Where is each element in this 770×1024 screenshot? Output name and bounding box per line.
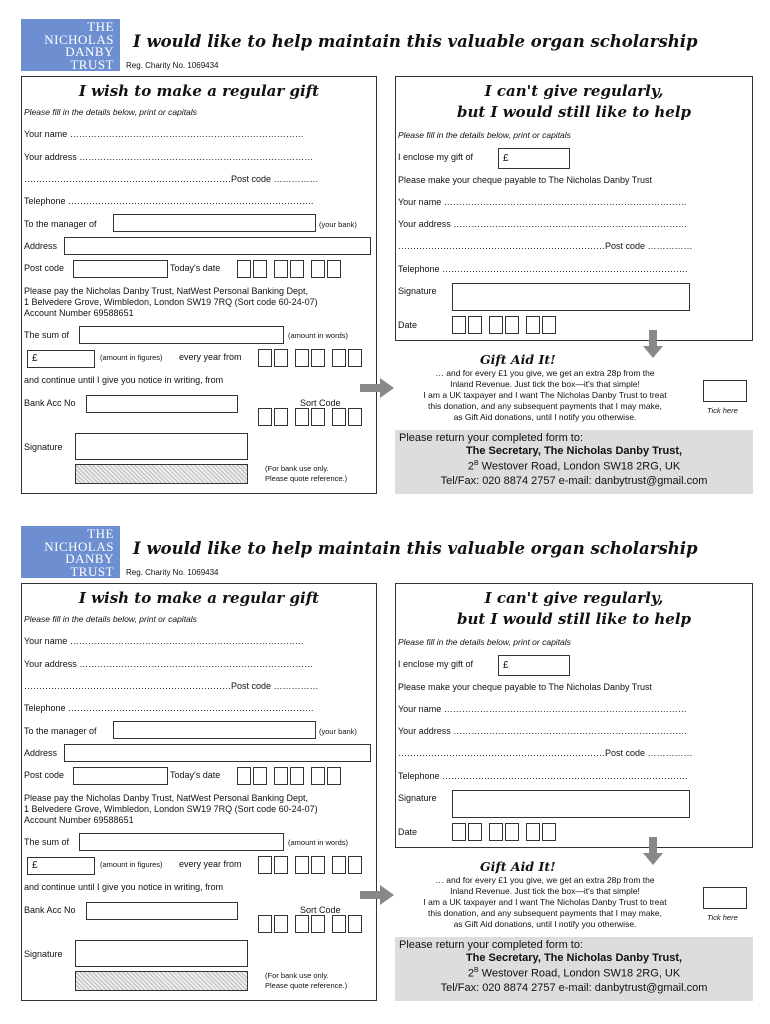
bank-acc-field[interactable] [86, 902, 238, 920]
pay-instruction-2: 1 Belvedere Grove, Wimbledon, London SW19 7RQ (Sort code 60-24-07) [24, 297, 318, 307]
cheque-payable-note: Please make your cheque payable to The Nicholas Danby Trust [398, 682, 652, 692]
left-signature-field[interactable] [75, 940, 248, 967]
left-name-line[interactable]: Your name …………………………………………………………………… [24, 129, 304, 139]
gift-aid-title: Gift Aid It! [480, 859, 556, 874]
left-address-line[interactable]: Your address …………………………………………………………………… [24, 152, 314, 162]
return-address-box [395, 937, 753, 1001]
sort-code-boxes[interactable] [258, 408, 364, 426]
left-telephone-line[interactable]: Telephone ………………………………………………………………………. [24, 703, 314, 713]
sum-of-label: The sum of [24, 330, 70, 340]
gift-aid-line: I am a UK taxpayer and I want The Nicholas Danby Trust to treat [423, 897, 667, 907]
return-contact[interactable]: Tel/Fax: 020 8874 2757 e-mail: danbytrust@gmail.com [440, 982, 708, 994]
left-instructions: Please fill in the details below, print or capitals [24, 614, 197, 624]
return-address-box [395, 430, 753, 494]
donation-form-bottom [0, 507, 770, 1007]
gift-aid-line: … and for every £1 you give, we get an extra 28p from the [435, 368, 655, 378]
logo-line: DANBY [65, 44, 114, 59]
gift-aid-line: I am a UK taxpayer and I want The Nicholas Danby Trust to treat [423, 390, 667, 400]
todays-date-boxes[interactable] [237, 767, 343, 785]
left-address-line[interactable]: Your address …………………………………………………………………… [24, 659, 314, 669]
charity-number: Reg. Charity No. 1069434 [126, 61, 219, 70]
bank-use-note-1: (For bank use only. [265, 464, 329, 473]
tick-here-label: Tick here [707, 406, 738, 415]
pound-sign: £ [503, 153, 509, 164]
street-rest: Westover Road, London SW18 2RG, UK [478, 967, 681, 980]
left-address-postcode-line[interactable]: ……………………………………………………………Post code …………… [24, 681, 319, 691]
left-telephone-line[interactable]: Telephone ………………………………………………………………………. [24, 196, 314, 206]
continue-label: and continue until I give you notice in writing, from [24, 375, 224, 385]
left-address-postcode-line[interactable]: ……………………………………………………………Post code …………… [24, 174, 319, 184]
street-rest: Westover Road, London SW18 2RG, UK [478, 460, 681, 473]
logo-line: TRUST [70, 563, 114, 579]
gift-amount-field[interactable] [498, 148, 570, 169]
bank-use-field [75, 464, 248, 484]
arrow-right-icon [360, 885, 394, 905]
gift-aid-title: Gift Aid It! [480, 352, 556, 367]
todays-date-label: Today's date [170, 770, 221, 780]
your-bank-label: (your bank) [319, 727, 357, 736]
return-street [395, 967, 753, 980]
regular-gift-title: I wish to make a regular gift [78, 589, 320, 607]
headline: I would like to help maintain this valuable organ scholarship [133, 32, 698, 51]
right-signature-field[interactable] [452, 790, 690, 818]
todays-date-label: Today's date [170, 263, 221, 273]
pound-sign: £ [503, 660, 509, 671]
bank-address-label: Address [24, 748, 58, 758]
bank-postcode-label: Post code [24, 770, 65, 780]
sort-code-label: Sort Code [300, 905, 341, 915]
bank-address-field[interactable] [64, 237, 371, 255]
gift-aid-tick-box[interactable] [703, 380, 747, 402]
bank-use-field [75, 971, 248, 991]
right-date-boxes[interactable] [452, 316, 558, 334]
bank-acc-label: Bank Acc No [24, 905, 76, 915]
right-telephone-line[interactable]: Telephone ………………………………………………………………………. [398, 264, 688, 274]
gift-aid-line: this donation, and any subsequent payments that I may make, [428, 401, 662, 411]
one-off-title-1: I can't give regularly, [484, 82, 664, 100]
gift-aid-text [395, 875, 695, 930]
gift-aid-line: Inland Revenue. Just tick the box—it's that simple! [450, 379, 640, 389]
todays-date-boxes[interactable] [237, 260, 343, 278]
gift-amount-field[interactable] [498, 655, 570, 676]
headline: I would like to help maintain this valuable organ scholarship [133, 539, 698, 558]
right-date-label: Date [398, 320, 418, 330]
logo-line: THE [87, 526, 114, 541]
right-date-label: Date [398, 827, 418, 837]
bank-postcode-field[interactable] [73, 260, 168, 278]
sort-code-boxes[interactable] [258, 915, 364, 933]
street-number: 2 [467, 967, 474, 980]
sort-code-label: Sort Code [300, 398, 341, 408]
right-instructions: Please fill in the details below, print or capitals [398, 130, 571, 140]
amount-words-field[interactable] [79, 833, 284, 851]
left-name-line[interactable]: Your name …………………………………………………………………… [24, 636, 304, 646]
left-signature-field[interactable] [75, 433, 248, 460]
gift-aid-tick-box[interactable] [703, 887, 747, 909]
logo-line: NICHOLAS [44, 31, 114, 47]
manager-of-label: To the manager of [24, 219, 97, 229]
one-off-title-1: I can't give regularly, [484, 589, 664, 607]
street-suffix: B [473, 460, 479, 467]
bank-use-note-2: Please quote reference.) [265, 474, 348, 483]
gift-aid-line: this donation, and any subsequent payments that I may make, [428, 908, 662, 918]
return-street [395, 460, 753, 473]
enclose-label: I enclose my gift of [398, 659, 474, 669]
gift-aid-line: as Gift Aid donations, until I notify you otherwise. [453, 412, 637, 422]
sum-of-label: The sum of [24, 837, 70, 847]
amount-figures-field[interactable] [27, 350, 95, 368]
bank-acc-label: Bank Acc No [24, 398, 76, 408]
one-off-title-2: but I would still like to help [456, 103, 692, 121]
start-date-boxes[interactable] [258, 856, 364, 874]
right-address-line[interactable]: Your address …………………………………………………………………… [398, 726, 688, 736]
logo-line: THE [87, 19, 114, 34]
right-name-line[interactable]: Your name ……………………………………………………………………… [398, 197, 687, 207]
logo-line: TRUST [70, 56, 114, 72]
right-name-line[interactable]: Your name ……………………………………………………………………… [398, 704, 687, 714]
right-signature-label: Signature [398, 793, 437, 803]
pay-instruction-2: 1 Belvedere Grove, Wimbledon, London SW19 7RQ (Sort code 60-24-07) [24, 804, 318, 814]
cheque-payable-note: Please make your cheque payable to The Nicholas Danby Trust [398, 175, 652, 185]
gift-aid-line: as Gift Aid donations, until I notify you otherwise. [453, 919, 637, 929]
return-contact[interactable]: Tel/Fax: 020 8874 2757 e-mail: danbytrust@gmail.com [440, 475, 708, 487]
manager-of-label: To the manager of [24, 726, 97, 736]
left-signature-label: Signature [24, 949, 63, 959]
return-instruction: Please return your completed form to: [399, 939, 584, 951]
gift-aid-text [395, 368, 695, 423]
right-signature-label: Signature [398, 286, 437, 296]
amount-figures-label: (amount in figures) [100, 860, 163, 869]
logo-line: DANBY [65, 551, 114, 566]
amount-words-label: (amount in words) [288, 331, 349, 340]
pound-sign: £ [32, 353, 38, 364]
street-suffix: B [473, 967, 479, 974]
donation-form-top [0, 0, 770, 500]
pay-instruction-3: Account Number 69588651 [24, 815, 134, 825]
right-telephone-line[interactable]: Telephone ………………………………………………………………………. [398, 771, 688, 781]
bank-postcode-label: Post code [24, 263, 65, 273]
amount-words-field[interactable] [79, 326, 284, 344]
one-off-title-2: but I would still like to help [456, 610, 692, 628]
bank-postcode-field[interactable] [73, 767, 168, 785]
return-recipient: The Secretary, The Nicholas Danby Trust, [465, 952, 683, 964]
every-year-label: every year from [179, 859, 242, 869]
arrow-down-icon [643, 330, 663, 358]
bank-name-field[interactable] [113, 721, 316, 739]
left-signature-label: Signature [24, 442, 63, 452]
trust-logo [21, 526, 120, 578]
right-instructions: Please fill in the details below, print or capitals [398, 637, 571, 647]
every-year-label: every year from [179, 352, 242, 362]
your-bank-label: (your bank) [319, 220, 357, 229]
bank-use-note-2: Please quote reference.) [265, 981, 348, 990]
pay-instruction-1: Please pay the Nicholas Danby Trust, NatWest Personal Banking Dept, [24, 286, 308, 296]
start-date-boxes[interactable] [258, 349, 364, 367]
amount-figures-label: (amount in figures) [100, 353, 163, 362]
enclose-label: I enclose my gift of [398, 152, 474, 162]
trust-logo [21, 19, 120, 71]
right-address-postcode-line[interactable]: ……………………………………………………………Post code …………… [398, 748, 693, 758]
arrow-right-icon [360, 378, 394, 398]
pay-instruction-1: Please pay the Nicholas Danby Trust, NatWest Personal Banking Dept, [24, 793, 308, 803]
logo-line: NICHOLAS [44, 538, 114, 554]
right-date-boxes[interactable] [452, 823, 558, 841]
pay-instruction-3: Account Number 69588651 [24, 308, 134, 318]
continue-label: and continue until I give you notice in writing, from [24, 882, 224, 892]
bank-address-field[interactable] [64, 744, 371, 762]
regular-gift-title: I wish to make a regular gift [78, 82, 320, 100]
bank-name-field[interactable] [113, 214, 316, 232]
gift-aid-line: … and for every £1 you give, we get an extra 28p from the [435, 875, 655, 885]
amount-figures-field[interactable] [27, 857, 95, 875]
amount-words-label: (amount in words) [288, 838, 349, 847]
arrow-down-icon [643, 837, 663, 865]
return-instruction: Please return your completed form to: [399, 432, 584, 444]
street-number: 2 [467, 460, 474, 473]
right-address-line[interactable]: Your address …………………………………………………………………… [398, 219, 688, 229]
pound-sign: £ [32, 860, 38, 871]
charity-number: Reg. Charity No. 1069434 [126, 568, 219, 577]
bank-acc-field[interactable] [86, 395, 238, 413]
bank-address-label: Address [24, 241, 58, 251]
right-address-postcode-line[interactable]: ……………………………………………………………Post code …………… [398, 241, 693, 251]
bank-use-note-1: (For bank use only. [265, 971, 329, 980]
gift-aid-line: Inland Revenue. Just tick the box—it's that simple! [450, 886, 640, 896]
right-signature-field[interactable] [452, 283, 690, 311]
left-instructions: Please fill in the details below, print or capitals [24, 107, 197, 117]
tick-here-label: Tick here [707, 913, 738, 922]
return-recipient: The Secretary, The Nicholas Danby Trust, [465, 445, 683, 457]
